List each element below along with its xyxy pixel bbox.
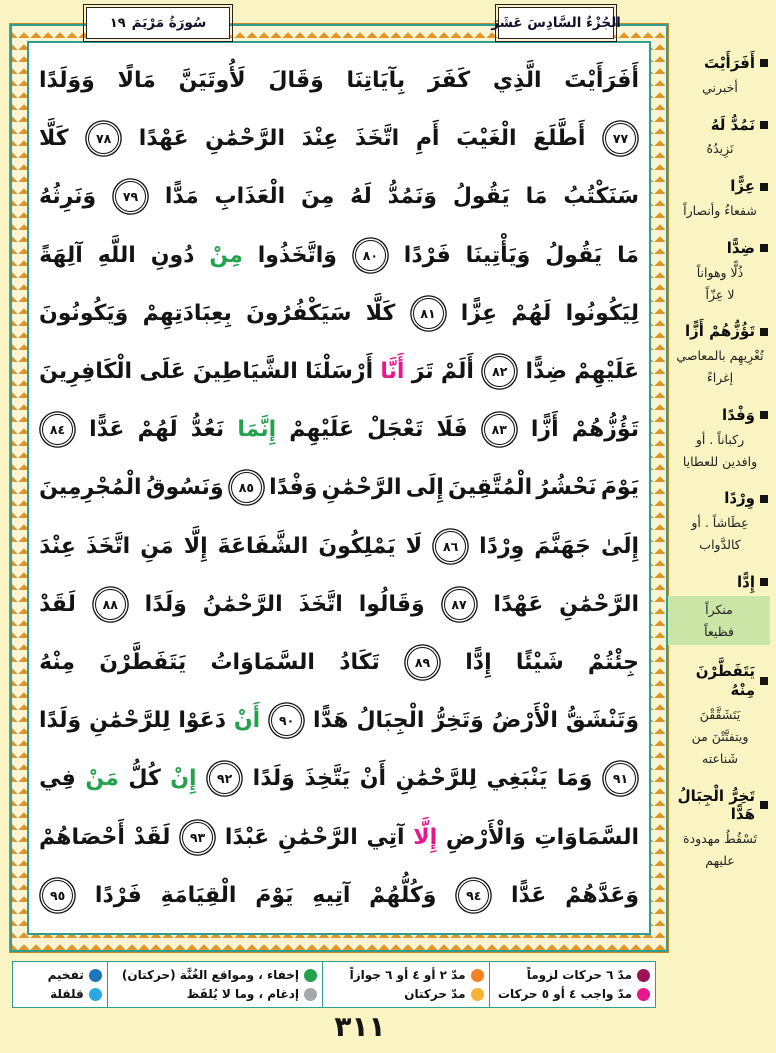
quran-word: آتِي	[366, 824, 405, 850]
margin-note	[672, 489, 768, 556]
margin-note	[672, 406, 768, 473]
note-headword: تَخِرُّ الْجِبَالُ هَدًّا	[677, 786, 755, 824]
quran-word: أَنْ	[233, 708, 261, 734]
note-headword-row	[672, 322, 768, 341]
quran-word: وَيَأْتِينَا	[465, 242, 531, 268]
note-meaning-line: يَتَشَقَّقْنَ	[699, 706, 741, 722]
quran-word: لَقَدْ	[39, 591, 76, 617]
quran-word: وَاتَّخَذُوا	[257, 242, 337, 268]
quran-word: إِلَىٰ	[600, 533, 639, 559]
quran-word: وَلَدًا	[144, 591, 187, 617]
quran-word: إِنْ	[170, 766, 197, 792]
note-headword: نَمُدُّ لَهُ	[710, 115, 755, 134]
quran-word: اللَّهِ	[97, 242, 136, 268]
note-meaning-line: لا عِزّاً	[705, 286, 735, 302]
quran-word: لَأُوتَيَنَّ	[178, 68, 246, 93]
note-headword: وِرْدًا	[724, 489, 755, 508]
ayah-number-medallion: ٩٥	[42, 880, 73, 911]
legend-item-label: تفخيم	[47, 968, 84, 982]
quran-word: السَّمَاوَاتُ	[210, 650, 315, 676]
note-headword: إِدًّا	[737, 572, 755, 591]
note-meaning-line: فظيعاً	[704, 623, 734, 639]
quran-word: تَكَادُ	[339, 650, 380, 676]
quran-word: الرَّحْمَٰنِ	[559, 591, 639, 617]
ayah-number-medallion: ٩٠	[271, 705, 302, 736]
quran-word: عَهْدًا	[138, 126, 189, 152]
quran-word: الَّذِي	[492, 68, 542, 93]
quran-word: الْأَرْضُ	[491, 708, 558, 734]
quran-word: أَزًّا	[530, 417, 559, 443]
quran-word: اتَّخَذَ	[298, 591, 343, 617]
surah-name: سُورَةُ مَرْيَمَ	[131, 15, 207, 31]
note-headword: وَفْدًا	[722, 405, 755, 424]
note-meaning-line: ويتفتَّتْنَ من	[691, 728, 749, 744]
quran-word: آتِيهِ	[312, 882, 351, 908]
ayah-number-medallion: ٧٧	[605, 123, 636, 154]
ayah-number-medallion: ٧٩	[115, 181, 146, 212]
quran-word: عِنْدَ	[39, 533, 76, 559]
ayah-number-medallion: ٩١	[605, 763, 636, 794]
quran-word: فَلَا	[436, 417, 468, 443]
quran-word: وَيَكُونُونَ	[39, 300, 129, 326]
quran-word: كَلَّا	[39, 126, 69, 152]
margin-note	[672, 322, 768, 389]
legend-item	[113, 987, 317, 1001]
note-headword: يَتَفَطَّرْنَ مِنْهُ	[695, 662, 755, 700]
juz-box	[491, 7, 621, 39]
quran-line	[39, 168, 639, 225]
quran-word: لَا	[405, 533, 423, 559]
quran-word: مَنْ	[85, 766, 119, 792]
legend-item-label: إدغام ، وما لا يُلفَظ	[186, 987, 300, 1001]
legend-color-dot	[471, 969, 484, 982]
legend-color-dot	[637, 988, 650, 1001]
quran-word: وَنَمُدُّ	[387, 184, 437, 210]
margin-note	[672, 787, 768, 872]
quran-word: عِنْدَ	[301, 126, 339, 152]
surah-number: ١٩	[109, 15, 126, 31]
margin-note	[672, 116, 768, 161]
ayah-number-medallion: ٨٣	[484, 414, 515, 445]
quran-word: وَالْأَرْضِ	[445, 824, 526, 850]
ayah-number-medallion: ٨٦	[435, 531, 466, 562]
quran-word: وَعَدَّهُمْ	[565, 882, 639, 908]
quran-word: وَقَالَ	[268, 68, 324, 93]
quran-word: أَنْ	[359, 766, 387, 792]
quran-word: أَفَرَأَيْتَ	[564, 68, 639, 93]
legend-color-dot	[471, 988, 484, 1001]
quran-word: أَطَّلَعَ	[533, 126, 586, 152]
quran-word: دَعَوْا	[178, 708, 226, 734]
quran-word: وِرْدًا	[479, 533, 525, 559]
margin-note	[672, 239, 768, 306]
quran-word: سَيَكْفُرُونَ	[246, 300, 352, 326]
quran-word: عَدًّا	[89, 417, 125, 443]
quran-word: عَهْدًا	[493, 591, 544, 617]
quran-word: نَعُدُّ	[190, 417, 225, 443]
note-meaning	[672, 77, 768, 99]
note-meaning	[672, 704, 768, 770]
quran-word: أَحْصَاهُمْ	[39, 824, 125, 850]
quran-word: مَدًّا	[164, 184, 199, 210]
note-meaning-line: تَسْقُطُ مهدودة	[683, 831, 757, 846]
quran-word: الْكَافِرِينَ	[39, 359, 133, 385]
quran-word: وَتَنْشَقُّ	[565, 708, 639, 734]
legend-item	[495, 987, 650, 1001]
note-meaning-line: كالدَّواب	[699, 537, 741, 552]
quran-word: مَنِ	[140, 533, 174, 559]
quran-line	[39, 110, 639, 167]
quran-word: تَعْجَلْ	[367, 417, 424, 443]
square-bullet-icon	[760, 495, 768, 503]
quran-word: الْغَيْبَ	[456, 126, 517, 152]
quran-word: عِزًّا	[460, 300, 498, 326]
quran-word: عَلَيْهِمْ	[289, 417, 355, 443]
legend-item-label: مدّ واجب ٤ أو ٥ حركات	[497, 987, 632, 1001]
note-meaning-line: ذُلًّا وهواناً	[696, 264, 744, 280]
quran-word: أَرْسَلْنَا	[305, 359, 374, 385]
note-headword-row	[672, 489, 768, 508]
quran-word: وَقَالُوا	[358, 591, 425, 617]
quran-word: الرَّحْمَٰنِ	[205, 126, 285, 152]
quran-word: وَنَرِثُهُ	[39, 184, 97, 210]
quran-word: يَقُولُ	[545, 242, 603, 268]
quran-word: يَوْمَ	[600, 475, 639, 501]
quran-word: وَنَسُوقُ	[145, 475, 224, 501]
legend-item-label: مدّ ٢ أو ٤ أو ٦ جوازاً	[349, 968, 466, 982]
note-meaning-line: شَناعته	[702, 750, 738, 766]
legend-color-dot	[637, 969, 650, 982]
ayah-number-medallion: ٨٩	[407, 647, 438, 678]
quran-word: أَمِ	[415, 126, 440, 152]
quran-word: تَرَ	[411, 359, 434, 385]
note-meaning-line: ركباناً . أو	[695, 431, 745, 447]
margin-note	[672, 177, 768, 222]
ayah-number-medallion: ٨٤	[42, 414, 73, 445]
note-meaning-line: عِطَاشاً . أو	[691, 515, 749, 531]
note-meaning	[672, 138, 768, 160]
legend-item	[113, 968, 317, 982]
quran-word: عَلَى	[139, 359, 186, 385]
quran-word: تَؤُزُّهُمْ	[571, 417, 639, 443]
quran-word: يَوْمَ	[255, 882, 294, 908]
quran-word: عَدًّا	[511, 882, 547, 908]
note-headword-row	[672, 116, 768, 135]
quran-word: كَفَرَ	[427, 68, 471, 93]
quran-word: الشَّفَاعَةَ	[217, 533, 309, 559]
note-meaning	[672, 828, 768, 872]
quran-word: الْعَذَابِ	[214, 184, 286, 210]
quran-line	[39, 52, 639, 109]
note-meaning-line: شفعاءُ وأنصاراً	[683, 203, 757, 218]
quran-word: الرَّحْمَٰنِ	[277, 824, 358, 850]
quran-word: الْقِيَامَةِ	[160, 882, 237, 908]
ayah-number-medallion: ٨٨	[95, 589, 126, 620]
quran-word: عَلَيْهِمْ	[574, 359, 639, 385]
note-headword-row	[672, 54, 768, 73]
legend-column	[490, 962, 655, 1007]
ayah-number-medallion: ٨٥	[231, 472, 262, 503]
note-headword-row	[672, 177, 768, 196]
quran-word: وَمَا	[556, 766, 593, 792]
note-meaning	[672, 429, 768, 473]
note-headword-row	[672, 662, 768, 700]
ayah-number-medallion: ٨٧	[444, 589, 475, 620]
quran-line	[39, 867, 639, 924]
surah-name-box	[86, 7, 230, 39]
quran-word: يَتَفَطَّرْنَ	[99, 650, 187, 676]
quran-word: آلِهَةً	[39, 242, 83, 268]
note-meaning-line: منكراً	[705, 601, 733, 617]
quran-word: أَلَمْ	[440, 359, 474, 385]
quran-text-panel	[27, 41, 651, 935]
quran-lines	[37, 48, 641, 928]
quran-word: دُونِ	[150, 242, 195, 268]
square-bullet-icon	[760, 244, 768, 252]
quran-word: وَكُلُّهُمْ	[369, 882, 437, 908]
legend-item	[328, 968, 483, 982]
quran-line	[39, 285, 639, 342]
quran-word: فِي	[39, 766, 76, 792]
juz-name: الجُزْءُ السَّادِسَ عَشَرَ	[491, 15, 621, 31]
quran-word: مَا	[525, 184, 548, 210]
note-headword: عِزًّا	[730, 177, 755, 196]
quran-word: مِنْ	[209, 242, 243, 268]
quran-line	[39, 227, 639, 284]
quran-word: الرَّحْمَٰنِ	[321, 475, 402, 501]
legend-item-label: مدّ ٦ حركات لزوماً	[526, 968, 632, 982]
note-meaning-highlighted	[668, 596, 770, 646]
legend-item	[18, 987, 102, 1001]
note-headword: أَفَرَأَيْتَ	[704, 54, 755, 72]
note-meaning	[672, 345, 768, 389]
quran-word: ضِدًّا	[525, 359, 567, 385]
square-bullet-icon	[760, 121, 768, 129]
note-meaning-line: نَزِيدُهُ	[706, 141, 734, 157]
legend-color-dot	[304, 988, 317, 1001]
quran-word: مِنْهُ	[39, 650, 76, 676]
quran-word: السَّمَاوَاتِ	[534, 824, 639, 850]
ayah-number-medallion: ٩٢	[209, 763, 240, 794]
quran-line	[39, 692, 639, 749]
square-bullet-icon	[760, 411, 768, 419]
note-meaning-line: إغراءً	[706, 370, 734, 385]
legend-column	[108, 962, 323, 1007]
quran-word: يَقُولُ	[452, 184, 510, 210]
note-headword-row	[672, 573, 768, 592]
note-headword: تَؤُزُّهُمْ أَزًّا	[685, 322, 755, 341]
tajweed-legend	[12, 961, 656, 1008]
quran-word: إِلَّا	[413, 824, 438, 850]
quran-word: وَلَدًا	[39, 708, 82, 734]
quran-word: لَهُ	[350, 184, 372, 210]
legend-color-dot	[304, 969, 317, 982]
note-headword-row	[672, 787, 768, 825]
margin-notes-sidebar	[672, 50, 772, 950]
quran-line	[39, 459, 639, 516]
note-meaning	[672, 262, 768, 306]
legend-item-label: إخفاء ، ومواقع الغُنَّة (حركتان)	[121, 968, 300, 982]
legend-item	[18, 968, 102, 982]
quran-word: الْمُجْرِمِينَ	[39, 475, 142, 501]
quran-word: وَلَدًا	[252, 766, 295, 792]
legend-item-label: قلقلة	[50, 987, 84, 1001]
quran-word: لَقَدْ	[133, 824, 171, 850]
quran-word: شَيْئًا	[515, 650, 564, 676]
quran-word: لِيَكُونُوا	[565, 300, 639, 326]
ayah-number-medallion: ٩٤	[458, 880, 489, 911]
note-meaning	[672, 200, 768, 222]
quran-line	[39, 634, 639, 691]
margin-note	[672, 54, 768, 99]
quran-line	[39, 809, 639, 866]
quran-word: لَهُمْ	[511, 300, 552, 326]
quran-word: عَبْدًا	[224, 824, 270, 850]
quran-word: اتَّخَذَ	[354, 126, 400, 152]
quran-word: لِلرَّحْمَٰنِ	[395, 766, 477, 792]
quran-word: إِدًّا	[465, 650, 492, 676]
legend-color-dot	[89, 988, 102, 1001]
note-headword-row	[672, 406, 768, 425]
quran-word: كَلَّا	[365, 300, 396, 326]
note-meaning-line: أخبرني	[702, 79, 738, 95]
quran-word: إِنَّمَا	[237, 417, 277, 443]
quran-word: جِئْتُمْ	[587, 650, 639, 676]
quran-word: مَا	[617, 242, 639, 268]
quran-word: جَهَنَّمَ	[534, 533, 591, 559]
square-bullet-icon	[760, 328, 768, 336]
quran-line	[39, 343, 639, 400]
quran-word: الشَّيَاطِينَ	[192, 359, 298, 385]
quran-word: بِعِبَادَتِهِمْ	[142, 300, 232, 326]
quran-word: يَنْبَغِي	[486, 766, 548, 792]
quran-word: لَهُمْ	[137, 417, 178, 443]
quran-word: إِلَّا	[183, 533, 208, 559]
quran-line	[39, 576, 639, 633]
ornament-border-frame	[10, 24, 668, 952]
quran-word: نَحْشُرُ	[536, 475, 597, 501]
quran-word: يَمْلِكُونَ	[318, 533, 396, 559]
quran-line	[39, 518, 639, 575]
quran-line	[39, 750, 639, 807]
quran-word: بِآيَاتِنَا	[346, 68, 406, 93]
quran-word: اتَّخَذَ	[85, 533, 131, 559]
quran-word: أَنَّا	[380, 359, 405, 385]
ayah-number-medallion: ٩٣	[182, 822, 213, 853]
page-number: ٣١١	[334, 1010, 386, 1043]
ayah-number-medallion: ٨٢	[484, 356, 515, 387]
ayah-number-medallion: ٧٨	[88, 123, 119, 154]
legend-item	[495, 968, 650, 982]
quran-word: مَالًا	[117, 68, 156, 93]
note-meaning-line: عليهم	[705, 852, 735, 868]
quran-word: هَدًّا	[313, 708, 349, 734]
quran-word: وَتَخِرُّ	[432, 708, 484, 734]
ayah-number-medallion: ٨١	[413, 298, 444, 329]
legend-item	[328, 987, 483, 1001]
legend-column	[323, 962, 489, 1007]
quran-word: الرَّحْمَٰنُ	[202, 591, 283, 617]
quran-word: فَرْدًا	[403, 242, 451, 268]
square-bullet-icon	[760, 59, 768, 67]
square-bullet-icon	[760, 801, 768, 809]
note-meaning	[672, 512, 768, 556]
square-bullet-icon	[760, 578, 768, 586]
legend-color-dot	[89, 969, 102, 982]
margin-note	[672, 573, 768, 646]
quran-word: وَوَلَدًا	[39, 68, 95, 93]
quran-word: لِلرَّحْمَٰنِ	[89, 708, 171, 734]
note-headword: ضِدًّا	[726, 238, 755, 257]
quran-word: سَنَكْتُبُ	[563, 184, 639, 210]
note-meaning-line: تُغْرِيهِم بالمعاصي	[676, 348, 764, 364]
quran-word: مِنَ	[300, 184, 335, 210]
quran-word: فَرْدًا	[94, 882, 142, 908]
quran-word: يَتَّخِذَ	[304, 766, 351, 792]
ayah-number-medallion: ٨٠	[355, 240, 386, 271]
note-meaning-line: وافدين للعطايا	[682, 453, 758, 469]
square-bullet-icon	[760, 677, 768, 685]
quran-word: كُلُّ	[128, 766, 161, 792]
margin-note	[672, 662, 768, 769]
quran-line	[39, 401, 639, 458]
quran-word: إِلَى	[405, 475, 444, 501]
square-bullet-icon	[760, 183, 768, 191]
legend-item-label: مدّ حركتان	[404, 987, 466, 1001]
note-headword-row	[672, 239, 768, 258]
quran-word: وَفْدًا	[269, 475, 318, 501]
legend-column	[13, 962, 108, 1007]
quran-word: الْمُتَّقِينَ	[448, 475, 533, 501]
quran-word: الْجِبَالُ	[356, 708, 425, 734]
